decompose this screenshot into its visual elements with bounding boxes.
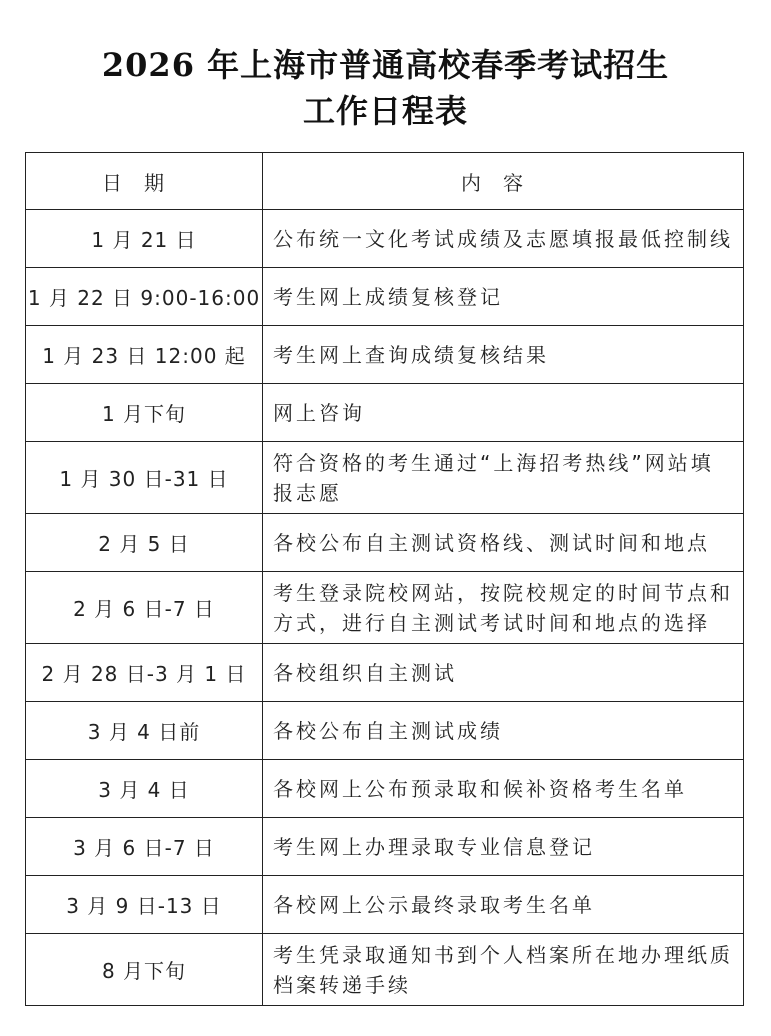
row-content: 各校公布自主测试资格线、测试时间和地点 bbox=[263, 514, 744, 572]
table-row bbox=[26, 644, 744, 702]
document-title-line-1: 2026 年上海市普通高校春季考试招生 bbox=[101, 46, 670, 84]
row-date: 3 月 4 日前 bbox=[26, 702, 263, 760]
document-title-line-2: 工作日程表 bbox=[302, 92, 468, 130]
table-row bbox=[26, 760, 744, 818]
row-content: 考生网上办理录取专业信息登记 bbox=[263, 818, 744, 876]
row-content: 考生网上成绩复核登记 bbox=[263, 268, 744, 326]
row-date: 1 月 21 日 bbox=[26, 210, 263, 268]
header-date: 日期 bbox=[26, 153, 263, 210]
row-date: 2 月 6 日-7 日 bbox=[26, 572, 263, 644]
header-content: 内容 bbox=[263, 153, 744, 210]
row-date: 3 月 9 日-13 日 bbox=[26, 876, 263, 934]
row-date: 1 月 30 日-31 日 bbox=[26, 442, 263, 514]
row-content: 各校网上公布预录取和候补资格考生名单 bbox=[263, 760, 744, 818]
row-date: 3 月 4 日 bbox=[26, 760, 263, 818]
table-row bbox=[26, 514, 744, 572]
row-content: 考生网上查询成绩复核结果 bbox=[263, 326, 744, 384]
row-content: 网上咨询 bbox=[263, 384, 744, 442]
row-date: 2 月 28 日-3 月 1 日 bbox=[26, 644, 263, 702]
table-row bbox=[26, 384, 744, 442]
table-row bbox=[26, 268, 744, 326]
row-content: 各校组织自主测试 bbox=[263, 644, 744, 702]
table-row bbox=[26, 572, 744, 644]
row-date: 3 月 6 日-7 日 bbox=[26, 818, 263, 876]
table-row bbox=[26, 326, 744, 384]
table-row bbox=[26, 876, 744, 934]
table-row bbox=[26, 934, 744, 1006]
table-row bbox=[26, 210, 744, 268]
row-content: 考生登录院校网站，按院校规定的时间节点和方式，进行自主测试考试时间和地点的选择 bbox=[263, 572, 744, 644]
table-row bbox=[26, 442, 744, 514]
row-date: 1 月 23 日 12:00 起 bbox=[26, 326, 263, 384]
row-date: 1 月 22 日 9:00-16:00 bbox=[26, 268, 263, 326]
row-content: 符合资格的考生通过“上海招考热线”网站填报志愿 bbox=[263, 442, 744, 514]
row-content: 公布统一文化考试成绩及志愿填报最低控制线 bbox=[263, 210, 744, 268]
table-row bbox=[26, 702, 744, 760]
row-content: 各校公布自主测试成绩 bbox=[263, 702, 744, 760]
row-date: 1 月下旬 bbox=[26, 384, 263, 442]
table-row bbox=[26, 818, 744, 876]
row-content: 考生凭录取通知书到个人档案所在地办理纸质档案转递手续 bbox=[263, 934, 744, 1006]
table-header-row bbox=[26, 153, 744, 210]
row-date: 8 月下旬 bbox=[26, 934, 263, 1006]
row-content: 各校网上公示最终录取考生名单 bbox=[263, 876, 744, 934]
schedule-table bbox=[25, 152, 744, 1006]
row-date: 2 月 5 日 bbox=[26, 514, 263, 572]
